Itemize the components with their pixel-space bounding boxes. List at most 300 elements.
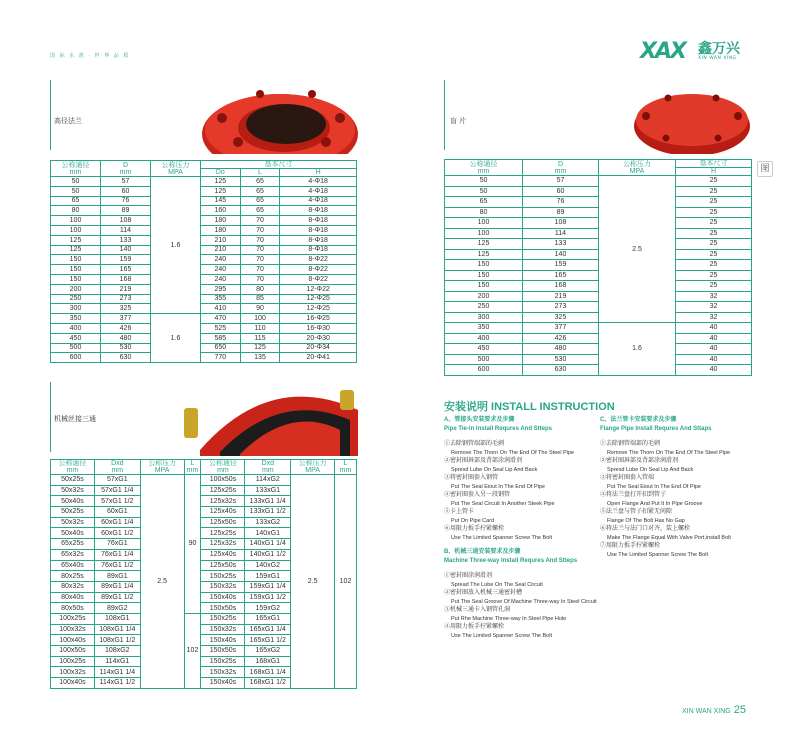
cell-dn: 600 xyxy=(445,365,523,376)
table-row xyxy=(445,365,752,376)
blind-section-border xyxy=(444,80,445,150)
table-row xyxy=(445,176,752,187)
table-row xyxy=(51,314,357,324)
cell-h: 25 xyxy=(676,270,752,281)
cell-do: 180 xyxy=(201,216,241,226)
cell-dxd: 168xG1 1/4 xyxy=(245,667,291,678)
col-basic: 基本尺寸 xyxy=(676,160,752,168)
page-number: 25 xyxy=(733,704,746,716)
cell-l: 125 xyxy=(240,343,280,353)
cell-pn: 2.5 xyxy=(140,475,184,689)
cell-d: 325 xyxy=(523,312,599,323)
cell-dn: 150x25s xyxy=(201,656,245,667)
cell-dn: 65x25s xyxy=(51,539,95,550)
table-row xyxy=(51,265,357,275)
cell-dn: 80 xyxy=(51,206,101,216)
cell-d: 57 xyxy=(523,176,599,187)
col-pn: 公称压力 MPA xyxy=(151,161,201,177)
cell-dn: 125 xyxy=(51,245,101,255)
cell-l: 102 xyxy=(335,475,357,689)
cell-dn: 100x25s xyxy=(51,656,95,667)
table-row xyxy=(51,216,357,226)
cell-h: 40 xyxy=(676,354,752,365)
col-d: D mm xyxy=(523,160,599,176)
section-b-title-en: Machine Three-way Install Requres And Stteps xyxy=(444,558,578,564)
cell-dn: 250 xyxy=(51,294,101,304)
cell-h: 25 xyxy=(676,281,752,292)
cell-dxd: 108xG1 1/2 xyxy=(94,635,140,646)
cell-d: 76 xyxy=(523,197,599,208)
cell-l: 70 xyxy=(240,255,280,265)
cell-dn: 125x25s xyxy=(201,485,245,496)
table-row xyxy=(51,196,357,206)
cell-dxd: 114xG1 1/4 xyxy=(94,667,140,678)
cell-dn: 50x32s xyxy=(51,485,95,496)
cell-dxd: 60xG1 1/4 xyxy=(94,517,140,528)
step-cn: ①去除钢管端部的毛刺 xyxy=(600,441,661,447)
cell-dn: 100x25s xyxy=(51,613,95,624)
cell-d: 630 xyxy=(523,365,599,376)
step-cn: ②密封圈唇部及背部涂润滑剂 xyxy=(444,458,523,464)
cell-dn: 150 xyxy=(51,274,101,284)
cell-l: 115 xyxy=(240,333,280,343)
cell-l: 70 xyxy=(240,216,280,226)
cell-pn: 2.5 xyxy=(599,176,676,323)
cell-dn: 100x32s xyxy=(51,624,95,635)
cell-dxd: 89xG1 1/4 xyxy=(94,581,140,592)
cell-dn: 125x40s xyxy=(201,507,245,518)
step-en: Use The Limited Spanner Screw The Bolt xyxy=(451,632,552,639)
cell-h: 25 xyxy=(676,176,752,187)
table-row xyxy=(51,343,357,353)
cell-dxd: 133xG1 1/4 xyxy=(245,496,291,507)
cell-dxd: 140xG1 xyxy=(245,528,291,539)
cell-d: 325 xyxy=(101,304,151,314)
cell-h: 25 xyxy=(676,186,752,197)
flange-table xyxy=(50,160,357,363)
table-row xyxy=(51,245,357,255)
table-row xyxy=(445,249,752,260)
cell-l: 70 xyxy=(240,274,280,284)
col-basic: 基本尺寸 xyxy=(201,161,357,169)
cell-dn: 65x32s xyxy=(51,549,95,560)
step-cn: ③机械三通卡入钢管孔洞 xyxy=(444,607,511,613)
cell-d: 426 xyxy=(101,323,151,333)
step-cn: ④密封圈套入另一段钢管 xyxy=(444,492,511,498)
cell-h: 25 xyxy=(676,218,752,229)
cell-d: 377 xyxy=(523,323,599,334)
step-en: Put Rhe Machine Three-way In Steel Pipe Hole xyxy=(451,615,567,622)
cell-dn: 125x32s xyxy=(201,539,245,550)
cell-h: 25 xyxy=(676,197,752,208)
cell-d: 57 xyxy=(101,177,151,187)
cell-dn: 125 xyxy=(51,235,101,245)
table-row xyxy=(51,206,357,216)
step-en: Put The Seal Groove Of Machine Three-way In Steel Circuit xyxy=(451,598,597,605)
cell-dn: 50x25s xyxy=(51,507,95,518)
cell-l: 102 xyxy=(184,613,201,688)
cell-d: 480 xyxy=(523,344,599,355)
cell-l: 110 xyxy=(240,323,280,333)
step-en: Make The Flange Equal With Valve Port,install Bolt xyxy=(607,534,731,541)
step-cn: ⑤法兰盘与管子扣紧无间隙 xyxy=(600,509,673,515)
cell-dxd: 76xG1 1/4 xyxy=(94,549,140,560)
cell-h: 25 xyxy=(676,207,752,218)
cell-dxd: 159xG1 1/4 xyxy=(245,581,291,592)
header-slogan: 国 际 水 准 · 世 界 品 质 xyxy=(50,53,130,59)
cell-do: 210 xyxy=(201,245,241,255)
col-l: L xyxy=(240,169,280,177)
step-cn: ④将法兰盘打开扣到管子 xyxy=(600,492,667,498)
cell-dn: 150x40s xyxy=(201,592,245,603)
table-row xyxy=(445,260,752,271)
table-row xyxy=(445,186,752,197)
table-row xyxy=(445,270,752,281)
page-footer xyxy=(682,704,746,716)
step-en: Spresd Lube On Seal Lip And Back xyxy=(451,466,538,473)
cell-d: 168 xyxy=(101,274,151,284)
cell-d: 530 xyxy=(101,343,151,353)
blind-table xyxy=(444,159,752,376)
table-row xyxy=(445,218,752,229)
cell-h: 12-Φ25 xyxy=(280,304,357,314)
cell-dn: 500 xyxy=(445,354,523,365)
cell-dn: 500 xyxy=(51,343,101,353)
step-en: Spresd Lube On Seal Lip And Back xyxy=(607,466,694,473)
cell-d: 165 xyxy=(523,270,599,281)
cell-dn: 125x40s xyxy=(201,549,245,560)
section-a-steps xyxy=(444,440,604,542)
section-a-title-cn: A、管接头安装要求及步骤 xyxy=(444,417,515,423)
cell-do: 145 xyxy=(201,196,241,206)
step-en: Put The Seal Eiout In The End Of Pipe xyxy=(607,483,701,490)
cell-do: 240 xyxy=(201,265,241,275)
cell-dn: 250 xyxy=(445,302,523,313)
cell-dxd: 108xG1 1/4 xyxy=(94,624,140,635)
tee-product-image xyxy=(180,380,360,456)
cell-dxd: 133xG1 xyxy=(245,485,291,496)
cell-d: 76 xyxy=(101,196,151,206)
tee-table xyxy=(50,459,357,689)
cell-d: 273 xyxy=(101,294,151,304)
cell-dn: 150 xyxy=(445,260,523,271)
cell-d: 168 xyxy=(523,281,599,292)
cell-d: 630 xyxy=(101,353,151,363)
cell-do: 770 xyxy=(201,353,241,363)
step-en: Put The Seal Circuit In Another Steek Pipe xyxy=(451,500,555,507)
tee-section-title: 机械丝接三通 xyxy=(54,415,96,423)
flange-section-border xyxy=(50,80,51,150)
cell-dn: 100x50s xyxy=(51,646,95,657)
cell-dn: 150x40s xyxy=(201,678,245,689)
cell-dxd: 165xG2 xyxy=(245,646,291,657)
cell-dn: 400 xyxy=(445,333,523,344)
cell-dxd: 89xG2 xyxy=(94,603,140,614)
table-row xyxy=(445,207,752,218)
cell-dn: 350 xyxy=(445,323,523,334)
cell-h: 25 xyxy=(676,260,752,271)
cell-h: 8-Φ22 xyxy=(280,255,357,265)
cell-dn: 50 xyxy=(51,177,101,187)
cell-h: 8-Φ22 xyxy=(280,265,357,275)
cell-h: 8-Φ18 xyxy=(280,235,357,245)
cell-do: 525 xyxy=(201,323,241,333)
table-row xyxy=(51,475,357,486)
col-dn-right: 公称通径 mm xyxy=(201,460,245,475)
cell-dn: 50x25s xyxy=(51,475,95,486)
table-row xyxy=(445,281,752,292)
cell-dn: 150x50s xyxy=(201,646,245,657)
table-row xyxy=(51,333,357,343)
cell-dn: 100x40s xyxy=(51,678,95,689)
cell-l: 65 xyxy=(240,206,280,216)
cell-h: 40 xyxy=(676,365,752,376)
cell-l: 85 xyxy=(240,294,280,304)
cell-dn: 50x32s xyxy=(51,517,95,528)
cell-d: 273 xyxy=(523,302,599,313)
blind-table-body xyxy=(445,176,752,376)
cell-dn: 125x50s xyxy=(201,517,245,528)
table-row xyxy=(51,225,357,235)
section-b-title-cn: B、机械三通安装要求及步骤 xyxy=(444,549,521,555)
cell-dn: 125x32s xyxy=(201,496,245,507)
section-c-title-en: Flange Pipe Install Requres And Sttaps xyxy=(600,426,712,432)
cell-dn: 150x32s xyxy=(201,667,245,678)
cell-dxd: 168xG1 xyxy=(245,656,291,667)
cell-l: 80 xyxy=(240,284,280,294)
cell-d: 219 xyxy=(101,284,151,294)
table-row xyxy=(51,255,357,265)
step-en: Spread The Lube On The Seal Circuit xyxy=(451,581,543,588)
cell-h: 40 xyxy=(676,323,752,334)
cell-d: 108 xyxy=(523,218,599,229)
step-en: Remove The Thorn On The End Of The Steel Pipe xyxy=(451,449,575,456)
table-row xyxy=(445,323,752,334)
table-row xyxy=(51,274,357,284)
cell-dxd: 165xG1 1/4 xyxy=(245,624,291,635)
table-row xyxy=(445,197,752,208)
table-row xyxy=(445,344,752,355)
table-row xyxy=(445,291,752,302)
table-row xyxy=(51,323,357,333)
cell-dxd: 114xG1 xyxy=(94,656,140,667)
cell-do: 295 xyxy=(201,284,241,294)
col-dn: 公称通径 mm xyxy=(51,161,101,177)
col-pn-right: 公称压力 MPA xyxy=(291,460,335,475)
step-cn: ⑤卡上管卡 xyxy=(444,509,475,515)
section-b-steps xyxy=(444,572,604,640)
cell-h: 25 xyxy=(676,228,752,239)
col-d: D mm xyxy=(101,161,151,177)
cell-l: 100 xyxy=(240,314,280,324)
cell-dn: 50 xyxy=(445,186,523,197)
cell-h: 4-Φ18 xyxy=(280,186,357,196)
cell-l: 90 xyxy=(240,304,280,314)
install-title: 安装说明 INSTALL INSTRUCTION xyxy=(444,401,615,413)
install-column-left xyxy=(444,416,604,640)
table-row xyxy=(445,302,752,313)
step-en: Put On Pipe Card xyxy=(451,517,495,524)
col-h: H xyxy=(676,168,752,176)
step-cn: ②密封圈放入机械三通密封槽 xyxy=(444,590,523,596)
step-cn: ⑦用限力扳手拧紧螺栓 xyxy=(600,543,661,549)
cell-dn: 100 xyxy=(51,216,101,226)
section-c-steps xyxy=(600,440,760,559)
flange-section-title: 高径法兰 xyxy=(54,117,82,125)
logo-chinese: 鑫万兴 xyxy=(698,41,740,57)
cell-dxd: 57xG1 1/4 xyxy=(94,485,140,496)
cell-dn: 150 xyxy=(51,255,101,265)
cell-l: 70 xyxy=(240,225,280,235)
tee-table-body xyxy=(51,475,357,689)
step-en: Remove The Thorn On The End Of The Steel Pipe xyxy=(607,449,731,456)
cell-dn: 300 xyxy=(51,304,101,314)
step-cn: ④用限力扳手拧紧螺栓 xyxy=(444,624,505,630)
step-cn: ③将密封圈套入管端 xyxy=(600,475,655,481)
cell-h: 32 xyxy=(676,302,752,313)
cell-dxd: 133xG2 xyxy=(245,517,291,528)
cell-dn: 100x50s xyxy=(201,475,245,486)
cell-dn: 100x32s xyxy=(51,667,95,678)
tee-section-border xyxy=(50,382,51,452)
col-dn: 公称通径 mm xyxy=(445,160,523,176)
cell-h: 20-Φ41 xyxy=(280,353,357,363)
cell-dn: 80x25s xyxy=(51,571,95,582)
cell-h: 25 xyxy=(676,239,752,250)
cell-h: 20-Φ30 xyxy=(280,333,357,343)
cell-d: 114 xyxy=(101,225,151,235)
cell-h: 32 xyxy=(676,291,752,302)
col-l-left: L mm xyxy=(184,460,201,475)
cell-dxd: 114xG1 1/2 xyxy=(94,678,140,689)
cell-dn: 100 xyxy=(445,218,523,229)
step-cn: ①密封圈涂润滑剂 xyxy=(444,573,493,579)
col-do: Do xyxy=(201,169,241,177)
cell-dxd: 140xG2 xyxy=(245,560,291,571)
table-row xyxy=(445,312,752,323)
col-h: H xyxy=(280,169,357,177)
cell-dn: 125 xyxy=(445,249,523,260)
cell-dn: 125x50s xyxy=(201,560,245,571)
cell-dn: 150x50s xyxy=(201,603,245,614)
cell-dn: 100x40s xyxy=(51,635,95,646)
cell-dn: 65 xyxy=(51,196,101,206)
cell-dxd: 159xG1 1/2 xyxy=(245,592,291,603)
cell-dn: 125x25s xyxy=(201,528,245,539)
cell-dn: 350 xyxy=(51,314,101,324)
cell-l: 70 xyxy=(240,265,280,275)
table-row xyxy=(51,186,357,196)
cell-dn: 150 xyxy=(51,265,101,275)
cell-l: 135 xyxy=(240,353,280,363)
cell-dn: 125 xyxy=(445,239,523,250)
cell-dn: 80x32s xyxy=(51,581,95,592)
cell-h: 8-Φ18 xyxy=(280,245,357,255)
cell-dxd: 76xG1 xyxy=(94,539,140,550)
col-pn: 公称压力 MPA xyxy=(599,160,676,176)
cell-h: 12-Φ25 xyxy=(280,294,357,304)
step-cn: ②密封圈唇部及背部涂润滑剂 xyxy=(600,458,679,464)
cell-dxd: 89xG1 xyxy=(94,571,140,582)
col-dxd-right: Dxd mm xyxy=(245,460,291,475)
cell-do: 125 xyxy=(201,177,241,187)
table-row xyxy=(445,228,752,239)
cell-d: 530 xyxy=(523,354,599,365)
cell-dn: 80x40s xyxy=(51,592,95,603)
cell-dn: 80x50s xyxy=(51,603,95,614)
col-dn-left: 公称通径 mm xyxy=(51,460,95,475)
table-row xyxy=(51,235,357,245)
cell-h: 12-Φ22 xyxy=(280,284,357,294)
cell-h: 8-Φ18 xyxy=(280,225,357,235)
cell-dn: 150x25s xyxy=(201,613,245,624)
cell-h: 16-Φ25 xyxy=(280,314,357,324)
cell-dxd: 133xG1 1/2 xyxy=(245,507,291,518)
cell-d: 114 xyxy=(523,228,599,239)
cell-dn: 150x40s xyxy=(201,635,245,646)
cell-dxd: 60xG1 1/2 xyxy=(94,528,140,539)
section-c-title-cn: C、法兰管卡安装要求及步骤 xyxy=(600,417,677,423)
cell-dxd: 168xG1 1/2 xyxy=(245,678,291,689)
step-en: Flange Of The Bolt Has No Gap xyxy=(607,517,685,524)
side-image-icon[interactable]: 图 xyxy=(757,161,773,177)
step-en: Put The Seal Eiout In The End Of Pipe xyxy=(451,483,545,490)
cell-dxd: 140xG1 1/4 xyxy=(245,539,291,550)
cell-dn: 300 xyxy=(445,312,523,323)
cell-d: 60 xyxy=(101,186,151,196)
cell-h: 4-Φ18 xyxy=(280,196,357,206)
cell-dxd: 108xG2 xyxy=(94,646,140,657)
cell-h: 40 xyxy=(676,344,752,355)
cell-h: 8-Φ18 xyxy=(280,206,357,216)
table-row xyxy=(51,294,357,304)
step-cn: ①去除钢管端部的毛刺 xyxy=(444,441,505,447)
cell-d: 219 xyxy=(523,291,599,302)
step-en: Use The Limited Spanner Screw The Bolt xyxy=(607,551,708,558)
cell-dn: 200 xyxy=(51,284,101,294)
cell-do: 240 xyxy=(201,255,241,265)
cell-dxd: 57xG1 xyxy=(94,475,140,486)
col-l-right: L mm xyxy=(335,460,357,475)
cell-d: 480 xyxy=(101,333,151,343)
cell-dn: 150x32s xyxy=(201,624,245,635)
step-en: Use The Limited Spanner Screw The Bolt xyxy=(451,534,552,541)
cell-do: 210 xyxy=(201,235,241,245)
cell-d: 165 xyxy=(101,265,151,275)
cell-dn: 65x40s xyxy=(51,560,95,571)
cell-l: 70 xyxy=(240,235,280,245)
step-cn: ⑥将法兰与法门口对齐，装上螺栓 xyxy=(600,526,691,532)
cell-dn: 50 xyxy=(51,186,101,196)
cell-do: 125 xyxy=(201,186,241,196)
cell-dn: 150x32s xyxy=(201,581,245,592)
install-column-right xyxy=(600,416,760,559)
cell-pn: 1.6 xyxy=(151,177,201,314)
cell-d: 159 xyxy=(523,260,599,271)
cell-dn: 150 xyxy=(445,270,523,281)
cell-dxd: 89xG1 1/2 xyxy=(94,592,140,603)
cell-h: 40 xyxy=(676,333,752,344)
cell-d: 159 xyxy=(101,255,151,265)
cell-dn: 150x25s xyxy=(201,571,245,582)
table-row xyxy=(51,284,357,294)
cell-dn: 80 xyxy=(445,207,523,218)
cell-do: 355 xyxy=(201,294,241,304)
cell-h: 4-Φ18 xyxy=(280,177,357,187)
cell-l: 70 xyxy=(240,245,280,255)
cell-d: 133 xyxy=(101,235,151,245)
logo-mark: XAX xyxy=(640,39,685,64)
